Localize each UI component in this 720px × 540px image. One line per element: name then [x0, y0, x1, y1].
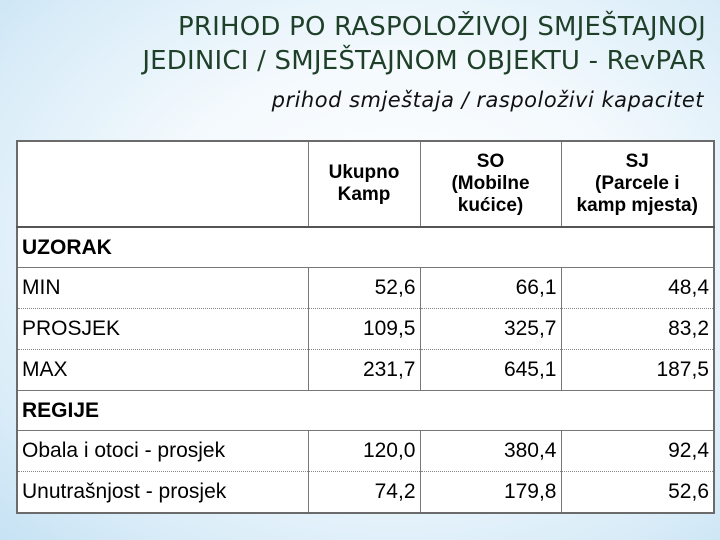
column-header-so — [420, 141, 561, 227]
row-label: PROSJEK — [17, 309, 308, 350]
table-row — [17, 268, 714, 309]
column-header-line: kućice) — [457, 195, 524, 216]
row-label: MAX — [17, 350, 308, 391]
cell-value: 92,4 — [561, 431, 714, 472]
table-header-row — [17, 141, 714, 227]
cell-value: 52,6 — [561, 472, 714, 514]
table-row — [17, 431, 714, 472]
slide-title-line-2: JEDINICI / SMJEŠTAJNOM OBJEKTU - RevPAR — [142, 46, 706, 76]
section-row-uzorak — [17, 227, 714, 268]
column-header-line: (Parcele i — [595, 173, 680, 194]
cell-value: 52,6 — [308, 268, 420, 309]
section-label: REGIJE — [17, 391, 714, 431]
slide-subtitle: prihod smještaja / raspoloživi kapacitet — [271, 88, 704, 112]
column-header-ukupno-kamp — [308, 141, 420, 227]
column-header-line: SJ — [625, 151, 649, 172]
cell-value: 74,2 — [308, 472, 420, 514]
cell-value: 48,4 — [561, 268, 714, 309]
column-header-line: (Mobilne — [451, 173, 530, 194]
cell-value: 83,2 — [561, 309, 714, 350]
header-corner-cell — [17, 141, 308, 227]
column-header-sj — [561, 141, 714, 227]
column-header-line: Ukupno — [328, 162, 400, 183]
table-row — [17, 472, 714, 514]
table-row — [17, 309, 714, 350]
cell-value: 187,5 — [561, 350, 714, 391]
cell-value: 325,7 — [420, 309, 561, 350]
slide-title-line-1: PRIHOD PO RASPOLOŽIVOJ SMJEŠTAJNOJ — [177, 12, 706, 42]
column-header-line: Kamp — [337, 184, 391, 205]
cell-value: 66,1 — [420, 268, 561, 309]
row-label: MIN — [17, 268, 308, 309]
cell-value: 120,0 — [308, 431, 420, 472]
revpar-table — [16, 140, 715, 514]
cell-value: 179,8 — [420, 472, 561, 514]
row-label: Obala i otoci - prosjek — [17, 431, 308, 472]
cell-value: 109,5 — [308, 309, 420, 350]
column-header-line: kamp mjesta) — [576, 195, 698, 216]
section-label: UZORAK — [17, 227, 714, 268]
cell-value: 380,4 — [420, 431, 561, 472]
cell-value: 231,7 — [308, 350, 420, 391]
table-row — [17, 350, 714, 391]
cell-value: 645,1 — [420, 350, 561, 391]
section-row-regije — [17, 391, 714, 431]
row-label: Unutrašnjost - prosjek — [17, 472, 308, 514]
slide-title — [6, 10, 706, 78]
column-header-line: SO — [476, 151, 505, 172]
